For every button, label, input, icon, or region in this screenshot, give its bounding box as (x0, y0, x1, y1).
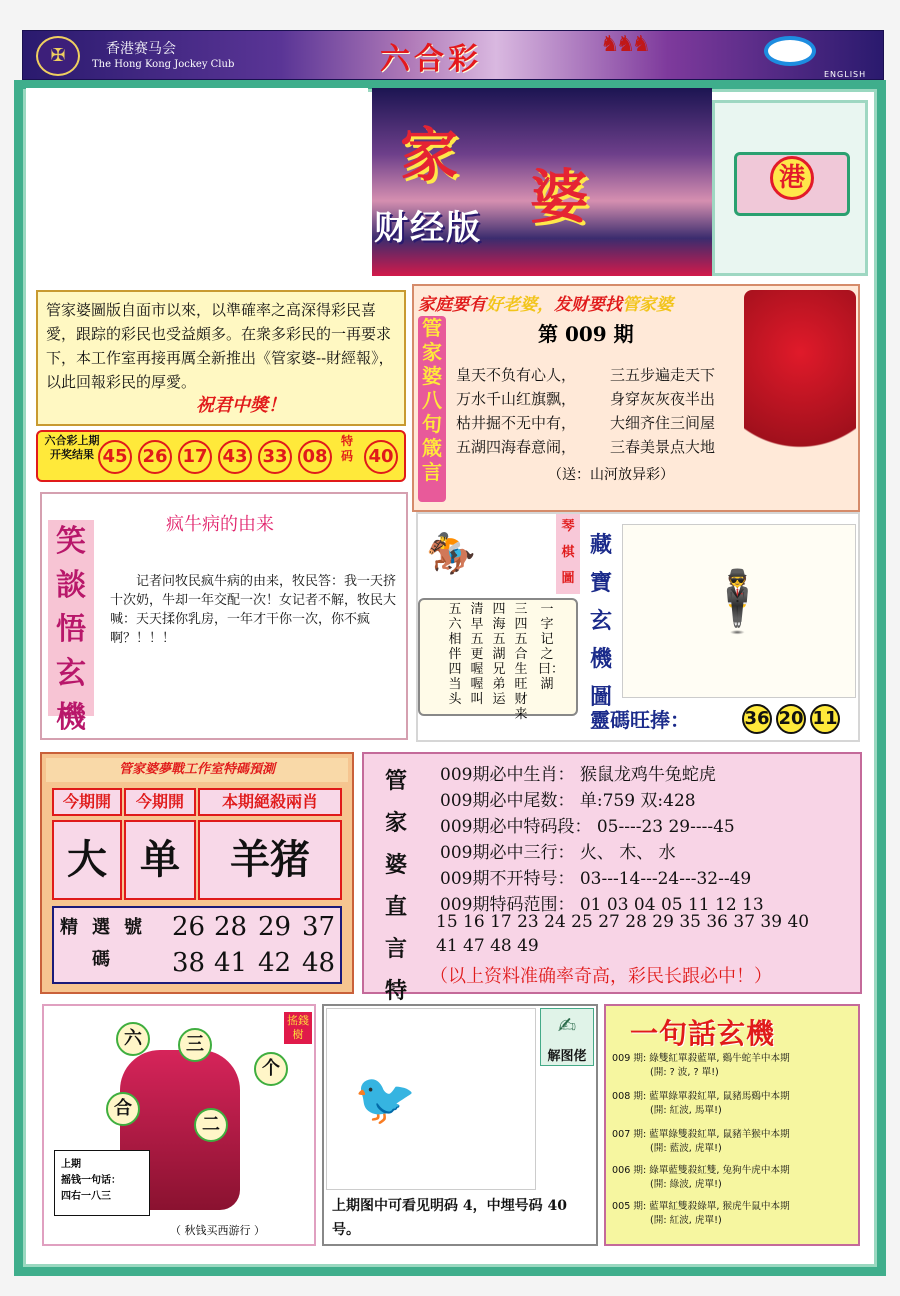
hkjc-logo-icon[interactable]: ✠ (36, 36, 80, 76)
result-ball: 33 (258, 440, 292, 474)
poem-side-title: 管家婆八句箴言 (418, 316, 446, 502)
issue: 008 期: (612, 1091, 647, 1102)
org-name-en: The Hong Kong Jockey Club (92, 59, 235, 70)
one-sentence-item (612, 1090, 790, 1118)
selected-num: 48 (302, 948, 336, 978)
issue: 005 期: (612, 1201, 647, 1212)
selected-num: 38 (172, 948, 206, 978)
org-name-cn: 香港赛马会 (106, 41, 176, 57)
poem-send: （送：山河放异彩） (548, 467, 674, 483)
prediction-heading: 管家婆夢戰工作室特碼預測 (46, 758, 348, 782)
selected-num: 29 (258, 912, 292, 942)
poem-line: 三五步遍走天下 (610, 366, 716, 384)
pred-tab: 今期開 (52, 788, 122, 816)
red-cloth-image (744, 290, 856, 498)
horses-icon: ♞♞♞ (600, 32, 648, 57)
result-ball: 08 (298, 440, 332, 474)
tree-note-line: 摇钱一句话： (61, 1175, 121, 1186)
poem-head-a: 家庭要有 (418, 295, 486, 315)
poem-line: 五湖四海春意闹， (456, 438, 577, 456)
special-ball: 40 (364, 440, 398, 474)
poem-line: 三春美景点大地 (610, 438, 716, 456)
poem-head-c: 发财要找 (554, 295, 622, 315)
poem-line: 万水千山红旗飘， (456, 390, 577, 408)
zangbao-tag: 琴棋圖 (556, 514, 580, 594)
tree-orb: 合 (106, 1092, 140, 1126)
clue: 綠雙紅單殺藍單, 鷄牛蛇羊中本期 (649, 1053, 790, 1064)
pred-big: 单 (124, 820, 196, 900)
result-label: 六合彩上期开奖结果 (44, 434, 100, 461)
one-sentence-item (612, 1052, 790, 1080)
pred-tab: 今期開 (124, 788, 196, 816)
zhiyan-line: 15 16 17 23 24 25 27 28 29 35 36 37 39 40 (436, 912, 810, 932)
intro-cheer: 祝君中獎！ (196, 395, 286, 416)
jietu-label: 解图佬 (547, 1049, 587, 1064)
hero-subtitle: 财经版 (374, 208, 482, 248)
lingma-ball: 20 (776, 704, 806, 734)
tree-note (54, 1150, 150, 1216)
zhiyan-line: 009期必中尾数： 单:759 双:428 (440, 791, 696, 811)
pred-tab: 本期絕殺兩肖 (198, 788, 342, 816)
money-tree-tag: 搖錢樹 (284, 1012, 312, 1044)
joke-title: 疯牛病的由来 (166, 514, 274, 535)
pred-big: 大 (52, 820, 122, 900)
scroll-col: 五六相伴四当头 (448, 602, 462, 707)
special-label: 特码 (340, 434, 353, 463)
joke-side-title: 笑談悟玄機 (48, 520, 94, 716)
scroll-col: 三四五合生旺财来 (514, 602, 528, 722)
zhiyan-line: 009期不开特号： 03---14---24---32--49 (440, 869, 752, 889)
open: (開: ? 波, ? 單!) (650, 1067, 719, 1078)
poem-head-b: 好老婆， (486, 295, 554, 315)
english-link[interactable]: ENGLISH (824, 70, 867, 79)
horse-rider-icon: 🏇 (426, 531, 476, 577)
tree-caption: （ 秋钱买西游行 ） (170, 1224, 265, 1237)
intro-text (36, 290, 406, 426)
joke-body: 记者问牧民疯牛病的由来，牧民答：我一天挤十次奶，牛却一年交配一次！女记者不解，牧民大喊：天天揉你乳房，一年才干你一次，你不疯啊？！！！ (110, 574, 397, 646)
clue: 藍單綠單殺紅單, 鼠豬馬鷄中本期 (649, 1091, 790, 1102)
result-ball: 26 (138, 440, 172, 474)
clue: 藍單綠雙殺紅單, 鼠豬羊猴中本期 (649, 1129, 790, 1140)
zhiyan-line: 009期必中三行： 火、 木、 水 (440, 843, 676, 863)
jietu-badge (540, 1008, 594, 1066)
issue: 006 期: (612, 1165, 647, 1176)
open: (開: 紅波, 虎單!) (650, 1215, 722, 1226)
lingma-label: 靈碼旺捧： (590, 708, 690, 732)
scroll-col: 一字记之曰：湖 (538, 602, 565, 692)
zhiyan-footer: （以上资料准确率奇高，彩民长跟必中！） (430, 966, 772, 987)
lantern-char: 港 (770, 156, 814, 200)
selected-num: 42 (258, 948, 292, 978)
result-ball: 43 (218, 440, 252, 474)
poem-line: 枯井掘不无中有， (456, 414, 577, 432)
selected-num: 26 (172, 912, 206, 942)
english-logo-icon[interactable] (764, 36, 816, 66)
poem-line: 皇天不负有心人， (456, 366, 577, 384)
open: (開: 綠波, 虎單!) (650, 1179, 722, 1190)
lingma-ball: 36 (742, 704, 772, 734)
poem-heading (418, 290, 673, 315)
hero-char-1: 家 (400, 121, 459, 189)
poem-line: 大细齐住三间屋 (610, 414, 716, 432)
blank-area (26, 88, 368, 280)
poem-head-d: 管家婆 (622, 295, 673, 315)
tree-orb: 三 (178, 1028, 212, 1062)
lottery-title: 六合彩 (380, 42, 482, 77)
lingma-ball: 11 (810, 704, 840, 734)
poem-line: 身穿灰灰夜半出 (610, 390, 716, 408)
man-figure-icon: 🕴 (700, 567, 775, 637)
selected-num: 37 (302, 912, 336, 942)
hero-char-2: 婆 (530, 163, 589, 231)
open: (開: 紅波, 馬單!) (650, 1105, 722, 1116)
scroll-col: 四海五湖兄弟运 (492, 602, 506, 707)
clue: 藍單紅雙殺綠單, 猴虎牛鼠中本期 (649, 1201, 790, 1212)
selected-label: 精選號碼 (60, 917, 156, 970)
tree-orb: 六 (116, 1022, 150, 1056)
result-ball: 17 (178, 440, 212, 474)
zhiyan-line: 009期必中生肖： 猴鼠龙鸡牛兔蛇虎 (440, 765, 716, 785)
tree-orb: 个 (254, 1052, 288, 1086)
scroll-col: 清早五更喔喔叫 (470, 602, 484, 707)
one-sentence-item (612, 1164, 790, 1192)
tree-orb: 二 (194, 1108, 228, 1142)
open: (開: 藍波, 虎單!) (650, 1143, 722, 1154)
pred-big: 羊猪 (198, 820, 342, 900)
tree-note-line: 四右一八三 (61, 1191, 111, 1202)
bird-note: 上期图中可看见明码 4，中埋号码 40 号。 (332, 1198, 567, 1238)
one-sentence-item (612, 1128, 790, 1156)
tree-note-line: 上期 (61, 1159, 81, 1170)
intro-body: 管家婆圖版自面市以來，以準確率之高深得彩民喜愛，跟踪的彩民也受益頗多。在衆多彩民的一再要求下，本工作室再接再厲全新推出《管家婆--財經報》，以此回報彩民的厚愛。 (46, 301, 394, 391)
poem-issue: 第 009 期 (538, 322, 634, 346)
issue: 007 期: (612, 1129, 647, 1140)
bird-icon: 🐦 (354, 1070, 417, 1128)
zhiyan-line: 009期必中特码段： 05----23 29----45 (440, 817, 735, 837)
hand-icon: ✍ (557, 1014, 577, 1039)
one-sentence-title: 一句話玄機 (630, 1017, 776, 1050)
issue: 009 期: (612, 1053, 647, 1064)
clue: 綠單藍雙殺紅雙, 兔狗牛虎中本期 (649, 1165, 790, 1176)
zhiyan-line: 41 47 48 49 (436, 936, 539, 956)
selected-num: 41 (214, 948, 248, 978)
selected-num: 28 (214, 912, 248, 942)
one-sentence-item (612, 1200, 790, 1228)
zangbao-title: 藏寶玄機圖 (589, 532, 612, 710)
zhiyan-line: 009期特码范围： 01 03 04 05 11 12 13 (440, 895, 764, 915)
result-ball: 45 (98, 440, 132, 474)
zhiyan-side-title: 管家婆直言特 (384, 768, 407, 1004)
